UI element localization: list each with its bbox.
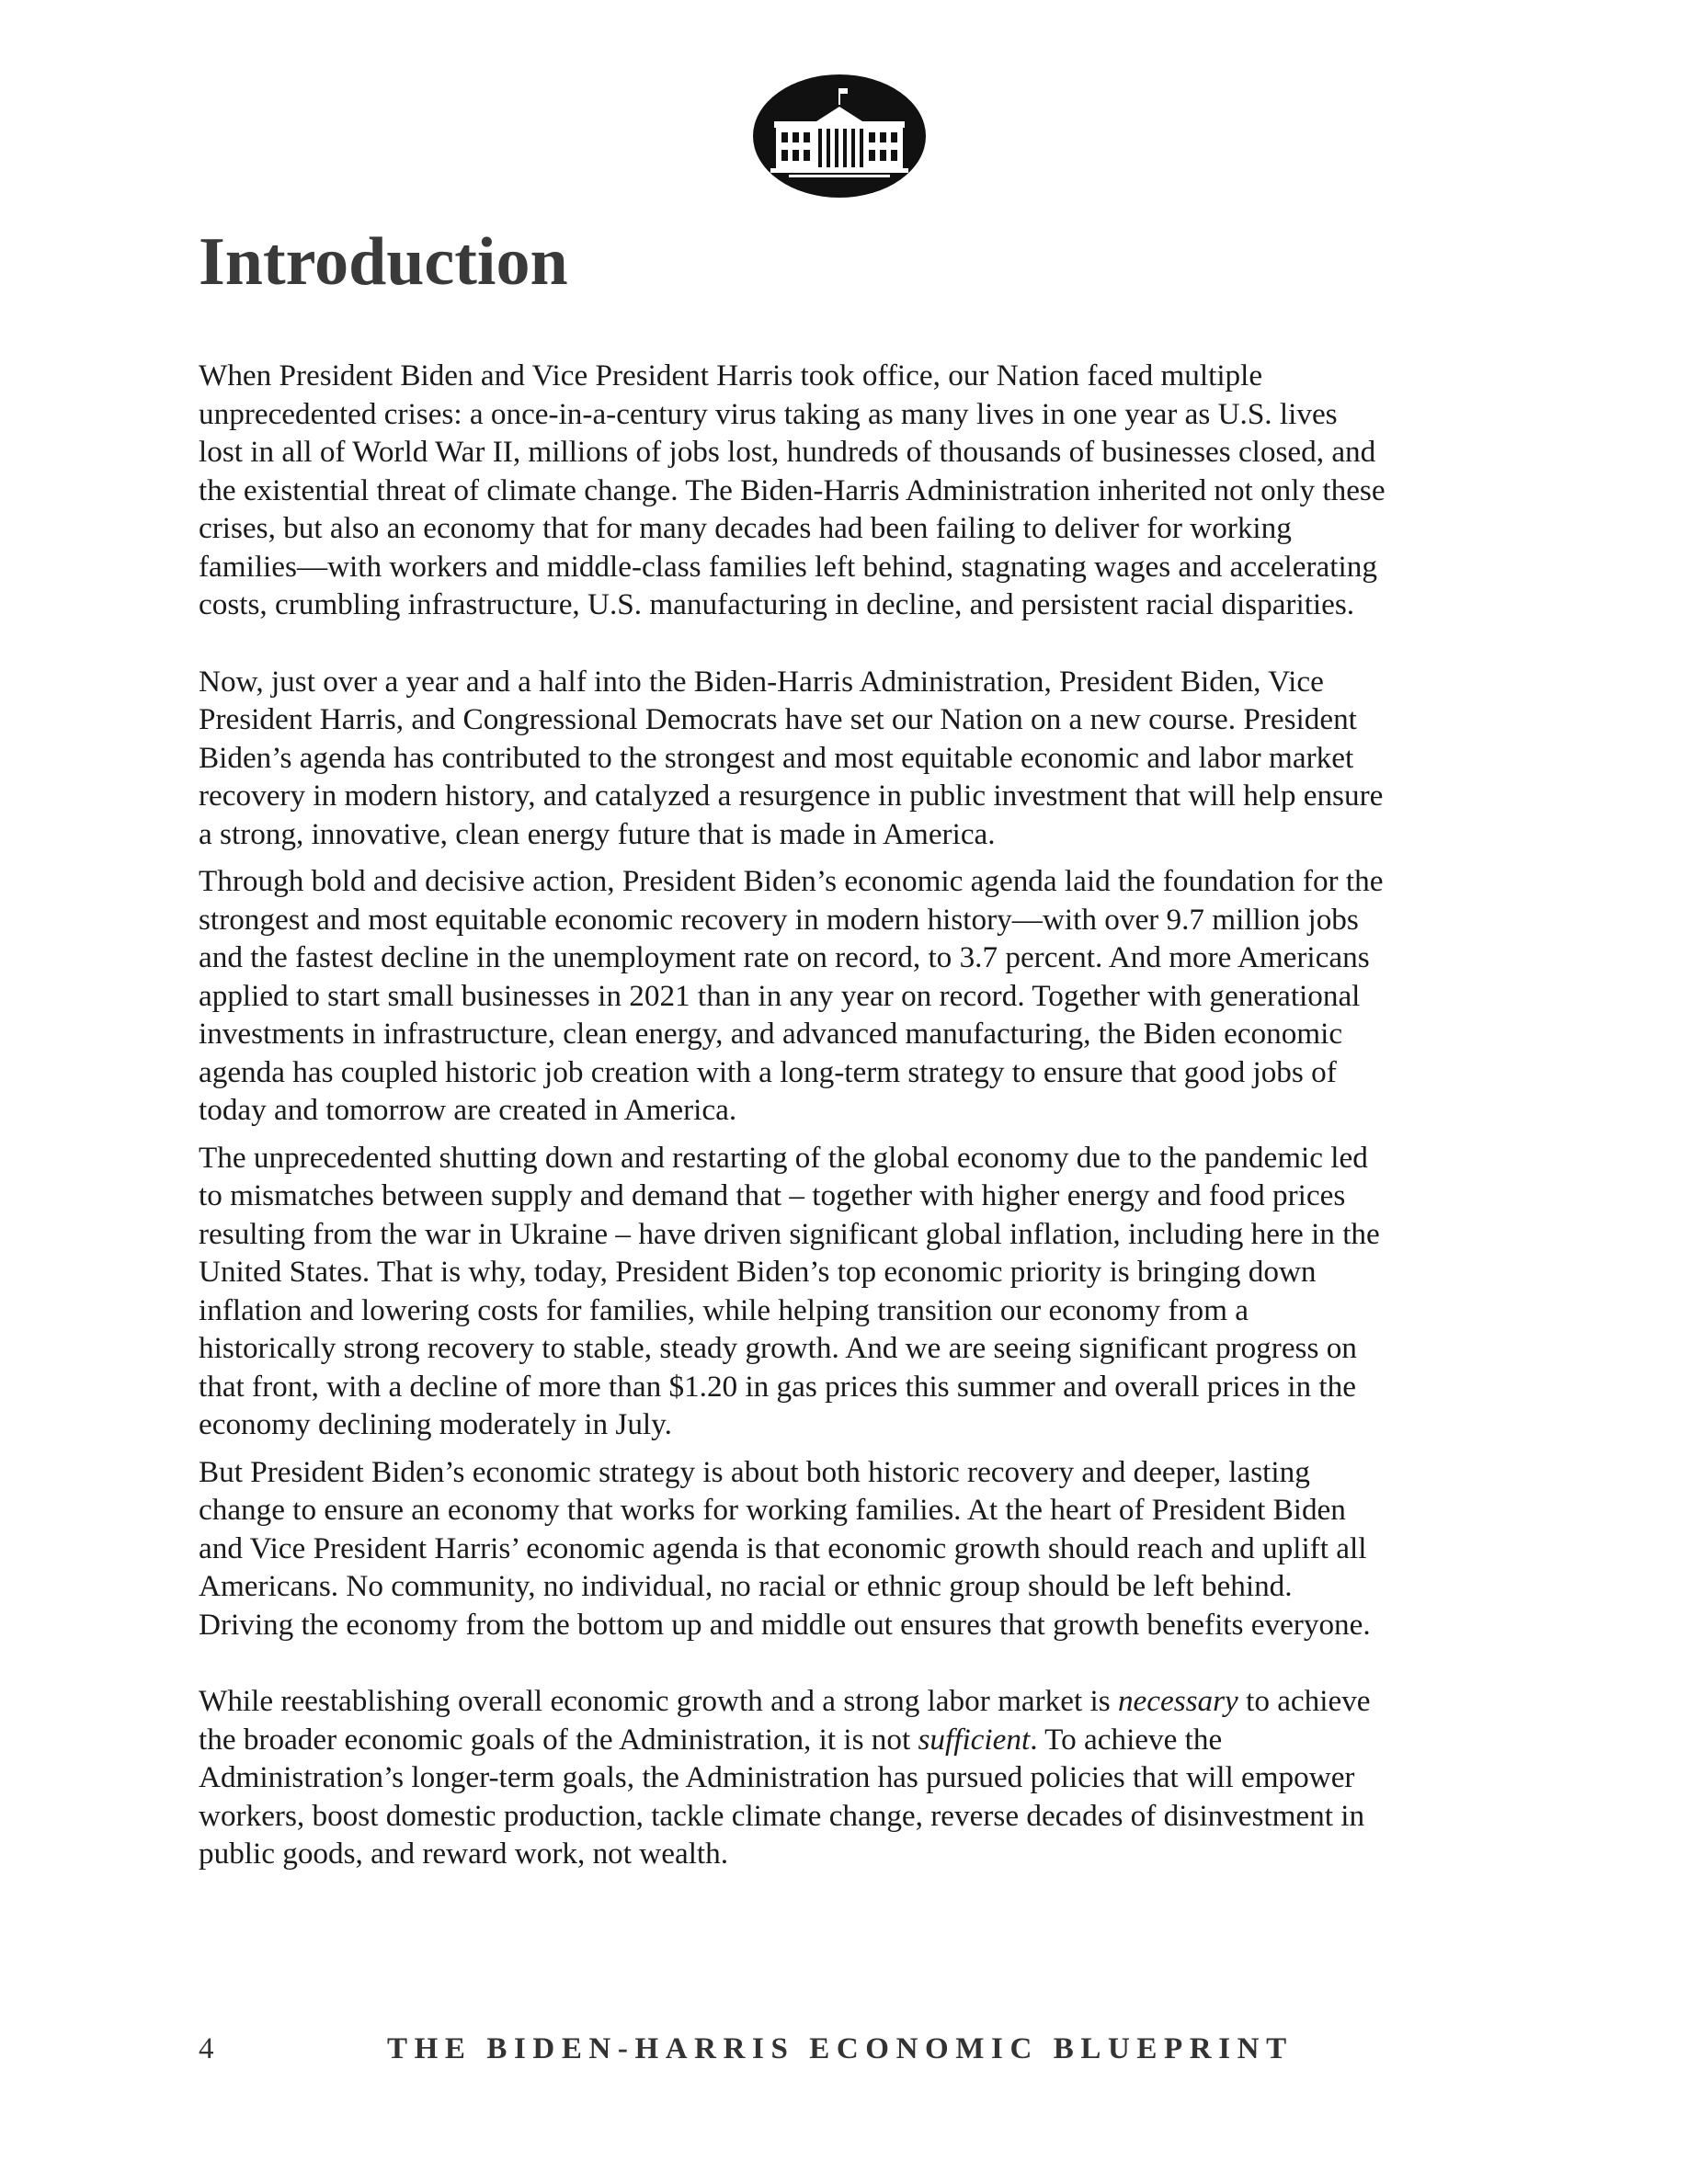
text-line: The unprecedented shutting down and restarting of the global economy due to the pandemic led — [199, 1140, 1368, 1175]
text-line — [199, 1721, 1504, 1759]
text-line: Now, just over a year and a half into the Biden-Harris Administration, President Biden, Vice — [199, 664, 1324, 699]
text-line: that front, with a decline of more than $1.20 in gas prices this summer and overall prices in the — [199, 1369, 1356, 1404]
paragraph-4 — [199, 1139, 1504, 1444]
text-line: agenda has coupled historic job creation with a long-term strategy to ensure that good jobs of — [199, 1054, 1337, 1089]
text-line: applied to start small businesses in 2021 than in any year on record. Together with generational — [199, 978, 1361, 1013]
text-line: resulting from the war in Ukraine – have driven significant global inflation, including here in the — [199, 1216, 1380, 1251]
running-title: THE BIDEN-HARRIS ECONOMIC BLUEPRINT — [387, 2032, 1294, 2065]
text-line: When President Biden and Vice President Harris took office, our Nation faced multiple — [199, 358, 1263, 392]
paragraph-6 — [199, 1682, 1504, 1873]
paragraph-5 — [199, 1453, 1504, 1644]
text-line: inflation and lowering costs for families, while helping transition our economy from a — [199, 1292, 1249, 1327]
document-body — [199, 357, 1504, 1873]
white-house-logo-icon — [752, 74, 927, 199]
text-line: United States. That is why, today, President Biden’s top economic priority is bringing down — [199, 1255, 1317, 1289]
text-line: unprecedented crises: a once-in-a-century virus taking as many lives in one year as U.S. lives — [199, 396, 1338, 431]
text-line: Biden’s agenda has contributed to the strongest and most equitable economic and labor market — [199, 740, 1354, 775]
paragraph-2 — [199, 663, 1504, 854]
text-line: crises, but also an economy that for many decades had been failing to deliver for working — [199, 511, 1292, 545]
emphasis-necessary: necessary — [1117, 1684, 1238, 1718]
emphasis-sufficient: sufficient — [918, 1722, 1031, 1757]
text-line: to mismatches between supply and demand that – together with higher energy and food prices — [199, 1178, 1346, 1212]
text-line: the existential threat of climate change. The Biden-Harris Administration inherited not only these — [199, 472, 1386, 507]
text-line: change to ensure an economy that works for working families. At the heart of President Biden — [199, 1493, 1346, 1527]
text-line — [199, 1682, 1504, 1721]
text-line: workers, boost domestic production, tackle climate change, reverse decades of disinvestment in — [199, 1798, 1365, 1833]
text-line: But President Biden’s economic strategy is about both historic recovery and deeper, lasting — [199, 1454, 1310, 1489]
page-title: Introduction — [199, 224, 568, 300]
text-line: Administration’s longer-term goals, the Administration has pursued policies that will empower — [199, 1760, 1355, 1794]
text-segment: the broader economic goals of the Administration, it is not — [199, 1722, 918, 1757]
text-line: families—with workers and middle-class families left behind, stagnating wages and accelerating — [199, 549, 1377, 584]
text-line: historically strong recovery to stable, steady growth. And we are seeing significant progress on — [199, 1331, 1357, 1365]
text-line: recovery in modern history, and catalyzed a resurgence in public investment that will help ensure — [199, 779, 1384, 813]
text-line: and Vice President Harris’ economic agenda is that economic growth should reach and uplift all — [199, 1530, 1367, 1565]
text-line: strongest and most equitable economic recovery in modern history—with over 9.7 million jobs — [199, 902, 1359, 937]
paragraph-3 — [199, 862, 1504, 1130]
text-line: costs, crumbling infrastructure, U.S. manufacturing in decline, and persistent racial disparities. — [199, 587, 1355, 621]
text-line: public goods, and reward work, not wealth. — [199, 1837, 729, 1871]
text-line: a strong, innovative, clean energy future that is made in America. — [199, 816, 996, 851]
page-number: 4 — [199, 2032, 214, 2065]
paragraph-1 — [199, 357, 1504, 624]
text-segment: to achieve — [1237, 1684, 1371, 1718]
text-segment: . To achieve the — [1030, 1722, 1223, 1757]
text-line: economy declining moderately in July. — [199, 1407, 672, 1441]
text-line: Driving the economy from the bottom up and middle out ensures that growth benefits everyone. — [199, 1607, 1371, 1642]
text-line: lost in all of World War II, millions of jobs lost, hundreds of thousands of businesses closed, and — [199, 435, 1376, 469]
text-line: investments in infrastructure, clean energy, and advanced manufacturing, the Biden economic — [199, 1017, 1343, 1051]
text-line: Americans. No community, no individual, no racial or ethnic group should be left behind. — [199, 1569, 1293, 1603]
text-line: President Harris, and Congressional Democrats have set our Nation on a new course. President — [199, 702, 1357, 736]
text-line: today and tomorrow are created in America. — [199, 1093, 737, 1127]
text-segment: While reestablishing overall economic growth and a strong labor market is — [199, 1684, 1118, 1718]
text-line: Through bold and decisive action, President Biden’s economic agenda laid the foundation for the — [199, 864, 1384, 898]
text-line: and the fastest decline in the unemployment rate on record, to 3.7 percent. And more Americans — [199, 940, 1370, 974]
